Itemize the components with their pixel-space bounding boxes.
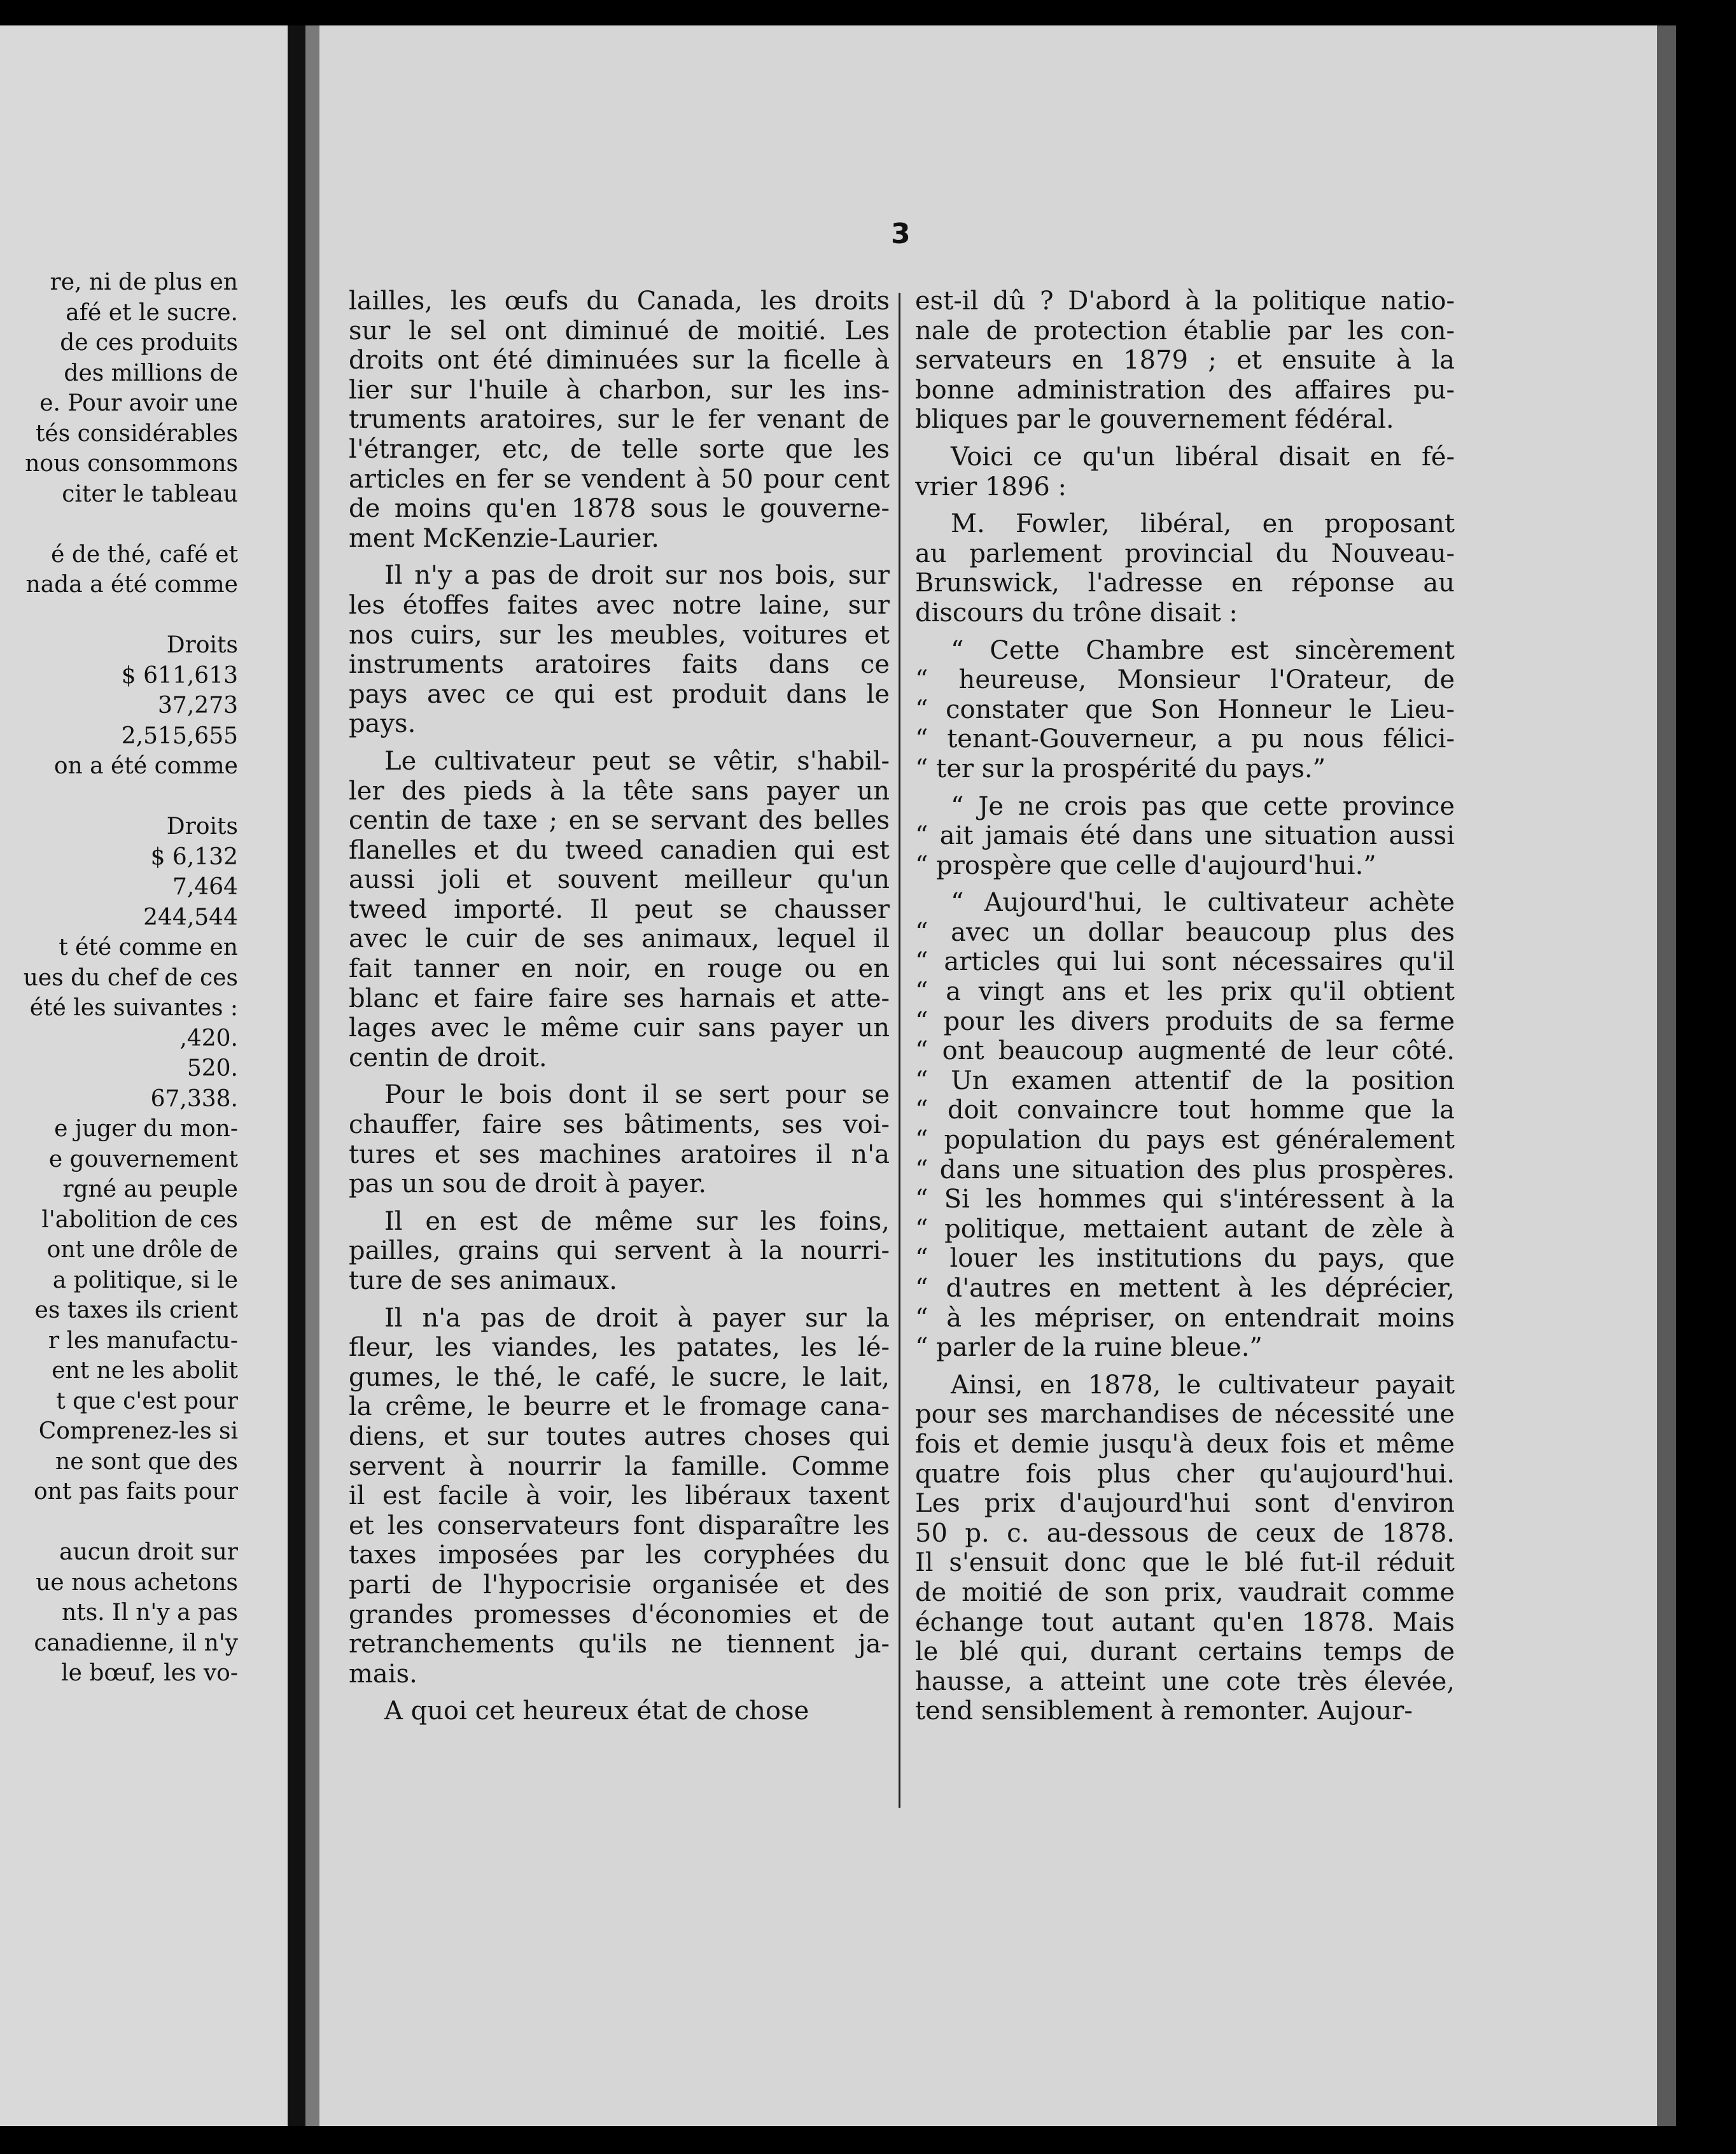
left-page-line: t été comme en [59, 934, 238, 961]
left-page-line: 2,515,655 [121, 722, 238, 749]
left-page-line: Droits [166, 632, 238, 658]
text-line: blanc et faire faire ses harnais et atte- [349, 983, 890, 1013]
text-line: Il en est de même sur les foins, [384, 1206, 890, 1236]
text-line: Pour le bois dont il se sert pour se [384, 1080, 890, 1110]
left-page-line: ue nous achetons [36, 1569, 238, 1596]
text-line: et les conservateurs font disparaître les [349, 1510, 890, 1540]
text-line: Il n'a pas de droit à payer sur la [384, 1303, 890, 1333]
left-page-line: rgné au peuple [62, 1176, 238, 1202]
left-page-line: nts. Il n'y a pas [62, 1600, 238, 1626]
page-gutter [288, 25, 305, 2126]
text-line: nos cuirs, sur les meubles, voitures et [349, 620, 890, 650]
text-line: “ Si les hommes qui s'intéressent à la [915, 1185, 1455, 1214]
text-line: est-il dû ? D'abord à la politique natio- [915, 286, 1455, 316]
text-line: truments aratoires, sur le fer venant de [349, 405, 890, 435]
left-page-line: canadienne, il n'y [34, 1630, 238, 1656]
text-line: servent à nourrir la famille. Comme [349, 1451, 890, 1481]
text-line: mais. [349, 1659, 417, 1689]
text-line: “ politique, mettaient autant de zèle à [915, 1214, 1455, 1244]
text-line: bliques par le gouvernement fédéral. [915, 405, 1394, 435]
text-line: flanelles et du tweed canadien qui est [349, 835, 890, 865]
text-line: de moins qu'en 1878 sous le gouverne- [349, 494, 890, 524]
text-line: lier sur l'huile à charbon, sur les ins- [349, 375, 890, 405]
text-line: l'étranger, etc, de telle sorte que les [349, 434, 890, 464]
left-page-line: ont une drôle de [46, 1237, 238, 1263]
left-page-line: de ces produits [60, 330, 238, 356]
text-line: les étoffes faites avec notre laine, sur [349, 590, 890, 620]
text-line: “ parler de la ruine bleue.” [915, 1333, 1263, 1363]
text-line: tend sensiblement à remonter. Aujour- [915, 1696, 1413, 1726]
text-line: sur le sel ont diminué de moitié. Les [349, 316, 890, 346]
text-line: “ ait jamais été dans une situation aussi [915, 821, 1455, 851]
paragraph [915, 286, 1455, 435]
left-page-line: a politique, si le [52, 1267, 238, 1293]
text-line: diens, et sur toutes autres choses qui [349, 1421, 890, 1451]
text-line: discours du trône disait : [915, 598, 1238, 628]
text-line: centin de droit. [349, 1043, 547, 1073]
text-line: “ a vingt ans et les prix qu'il obtient [915, 977, 1455, 1007]
text-line: échange tout autant qu'en 1878. Mais [915, 1607, 1455, 1637]
left-page-fragment [0, 25, 288, 2126]
text-line: gumes, le thé, le café, le sucre, le lait, [349, 1362, 890, 1392]
page-gutter-shadow [305, 25, 319, 2126]
text-line: “ pour les divers produits de sa ferme [915, 1006, 1455, 1036]
text-line: fait tanner en noir, en rouge ou en [349, 954, 890, 984]
left-page-line: afé et le sucre. [66, 299, 238, 326]
left-page-line: tés considérables [35, 420, 238, 447]
left-page-line: e. Pour avoir une [39, 390, 238, 416]
text-line: “ constater que Son Honneur le Lieu- [915, 694, 1455, 724]
text-line: pas un sou de droit à payer. [349, 1169, 707, 1199]
text-column-left [349, 286, 890, 1734]
text-line: au parlement provincial du Nouveau- [915, 538, 1455, 568]
text-line: “ doit convaincre tout homme que la [915, 1095, 1455, 1125]
text-line: Le cultivateur peut se vêtir, s'habil- [384, 746, 890, 776]
left-page-line: ont pas faits pour [34, 1479, 238, 1505]
page-right-edge [1657, 25, 1676, 2126]
left-page-line: é de thé, café et [51, 541, 238, 568]
left-page-line: on a été comme [53, 753, 238, 779]
text-line: pour ses marchandises de nécessité une [915, 1400, 1455, 1430]
text-line: nale de protection établie par les con- [915, 316, 1455, 346]
text-line: “ Aujourd'hui, le cultivateur achète [951, 888, 1455, 918]
paragraph [349, 561, 890, 739]
left-page-line: 244,544 [143, 904, 238, 931]
paragraph [915, 636, 1455, 784]
left-page-line: es taxes ils crient [34, 1297, 238, 1323]
left-page-line: re, ni de plus en [50, 269, 238, 295]
text-line: pays avec ce qui est produit dans le [349, 679, 890, 709]
text-line: la crême, le beurre et le fromage cana- [349, 1392, 890, 1422]
left-page-line: ues du chef de ces [23, 964, 238, 991]
paragraph [349, 1080, 890, 1199]
left-page-line: 37,273 [158, 693, 238, 719]
text-line: “ tenant-Gouverneur, a pu nous félici- [915, 724, 1455, 754]
text-line: vrier 1896 : [915, 472, 1067, 502]
text-line: “ ont beaucoup augmenté de leur côté. [915, 1036, 1455, 1066]
paragraph [915, 509, 1455, 628]
text-line: Ainsi, en 1878, le cultivateur payait [951, 1370, 1455, 1400]
text-line: servateurs en 1879 ; et ensuite à la [915, 346, 1455, 376]
text-line: ment McKenzie-Laurier. [349, 523, 660, 553]
text-line: lages avec le même cuir sans payer un [349, 1013, 890, 1043]
left-page-line: $ 6,132 [150, 843, 238, 870]
left-page-line: Droits [166, 813, 238, 840]
text-line: “ heureuse, Monsieur l'Orateur, de [915, 665, 1455, 695]
text-line: “ avec un dollar beaucoup plus des [915, 917, 1455, 947]
text-line: parti de l'hypocrisie organisée et des [349, 1570, 890, 1600]
left-page-line [0, 1507, 238, 1538]
text-line: “ dans une situation des plus prospères. [915, 1155, 1455, 1185]
text-line: articles en fer se vendent à 50 pour cent [349, 464, 890, 494]
text-line: M. Fowler, libéral, en proposant [951, 509, 1455, 539]
left-page-line: ent ne les abolit [52, 1358, 238, 1384]
text-line: bonne administration des affaires pu- [915, 375, 1455, 405]
text-line: chauffer, faire ses bâtiments, ses voi- [349, 1110, 890, 1140]
text-line: 50 p. c. au-dessous de ceux de 1878. [915, 1518, 1455, 1548]
paragraph [349, 1304, 890, 1689]
text-line: “ Je ne crois pas que cette province [951, 791, 1455, 821]
text-line: tures et ses machines aratoires il n'a [349, 1139, 890, 1169]
text-line: fois et demie jusqu'à deux fois et même [915, 1429, 1455, 1459]
left-page-line: ,420. [179, 1025, 238, 1052]
text-line: hausse, a atteint une cote très élevée, [915, 1666, 1455, 1696]
paragraph [915, 888, 1455, 1363]
text-line: A quoi cet heureux état de chose [384, 1696, 809, 1726]
left-page-line: e gouvernement [48, 1146, 238, 1172]
left-page-line: le bœuf, les vo- [61, 1660, 238, 1686]
text-line: avec le cuir de ses animaux, lequel il [349, 924, 890, 954]
text-line: centin de taxe ; en se servant des belles [349, 806, 890, 836]
left-page-line: des millions de [64, 360, 238, 386]
text-line: “ d'autres en mettent à les déprécier, [915, 1274, 1455, 1303]
paragraph [349, 747, 890, 1073]
text-line: “ population du pays est généralement [915, 1125, 1455, 1155]
text-line: Il s'ensuit donc que le blé fut-il réduit [915, 1548, 1455, 1578]
text-line: Les prix d'aujourd'hui sont d'environ [915, 1489, 1455, 1519]
text-line: fleur, les viandes, les patates, les lé- [349, 1333, 890, 1363]
text-line: ler des pieds à la tête sans payer un [349, 776, 890, 806]
left-page-line: nada a été comme [25, 572, 238, 598]
text-line: Il n'y a pas de droit sur nos bois, sur [384, 561, 890, 591]
paragraph [915, 1370, 1455, 1726]
text-line: pailles, grains qui servent à la nourri- [349, 1236, 890, 1266]
text-line: aussi joli et souvent meilleur qu'un [349, 865, 890, 895]
text-line: “ ter sur la prospérité du pays.” [915, 754, 1326, 784]
text-line: il est facile à voir, les libéraux taxent [349, 1481, 890, 1511]
left-page-line: r les manufactu- [48, 1327, 238, 1354]
text-line: pays. [349, 709, 416, 739]
text-line: ture de ses animaux. [349, 1266, 617, 1295]
paragraph [349, 1207, 890, 1296]
left-page-line: aucun droit sur [59, 1539, 238, 1565]
paragraph [349, 286, 890, 553]
paragraph [915, 792, 1455, 881]
text-line: taxes imposées par les coryphées du [349, 1540, 890, 1570]
text-line: “ à les mépriser, on entendrait moins [915, 1303, 1455, 1333]
left-page-line [0, 782, 238, 812]
text-line: retranchements qu'ils ne tiennent ja- [349, 1630, 890, 1659]
text-line: grandes promesses d'économies et de [349, 1600, 890, 1630]
text-line: quatre fois plus cher qu'aujourd'hui. [915, 1459, 1455, 1489]
left-page-line [0, 600, 238, 631]
text-line: “ louer les institutions du pays, que [915, 1244, 1455, 1274]
text-line: le blé qui, durant certains temps de [915, 1637, 1455, 1667]
left-page-line: $ 611,613 [121, 662, 238, 689]
left-page-line: l'abolition de ces [41, 1206, 238, 1233]
scan-border-right [1676, 0, 1736, 2154]
text-line: “ prospère que celle d'aujourd'hui.” [915, 850, 1376, 880]
text-line: droits ont été diminuées sur la ficelle à [349, 346, 890, 376]
text-line: Voici ce qu'un libéral disait en fé- [951, 442, 1455, 472]
text-line: “ Un examen attentif de la position [915, 1066, 1455, 1095]
paragraph [915, 442, 1455, 502]
text-line: lailles, les œufs du Canada, les droits [349, 286, 890, 316]
left-page-line: citer le tableau [62, 481, 238, 507]
left-page-line [0, 509, 238, 540]
left-page-line: Comprenez-les si [38, 1418, 238, 1444]
page-number: 3 [891, 218, 911, 250]
left-page-line: t que c'est pour [56, 1388, 238, 1414]
column-divider [899, 293, 900, 1808]
text-line: tweed importé. Il peut se chausser [349, 894, 890, 924]
left-page-line: ne sont que des [55, 1448, 238, 1475]
left-page-text [0, 267, 238, 1689]
text-column-right [915, 286, 1455, 1734]
paragraph [349, 1696, 890, 1726]
scan-border-bottom [0, 2126, 1736, 2154]
left-page-line: 7,464 [172, 874, 238, 900]
text-line: instruments aratoires faits dans ce [349, 650, 890, 680]
text-line: “ Cette Chambre est sincèrement [951, 635, 1455, 665]
left-page-line: e juger du mon- [54, 1116, 238, 1142]
left-page-line: 520. [186, 1055, 238, 1081]
text-line: de moitié de son prix, vaudrait comme [915, 1577, 1455, 1607]
text-line: Brunswick, l'adresse en réponse au [915, 568, 1455, 598]
text-line: “ articles qui lui sont nécessaires qu'il [915, 947, 1455, 977]
left-page-line: été les suivantes : [29, 995, 238, 1021]
left-page-line: nous consommons [25, 451, 238, 477]
left-page-line: 67,338. [150, 1085, 238, 1112]
